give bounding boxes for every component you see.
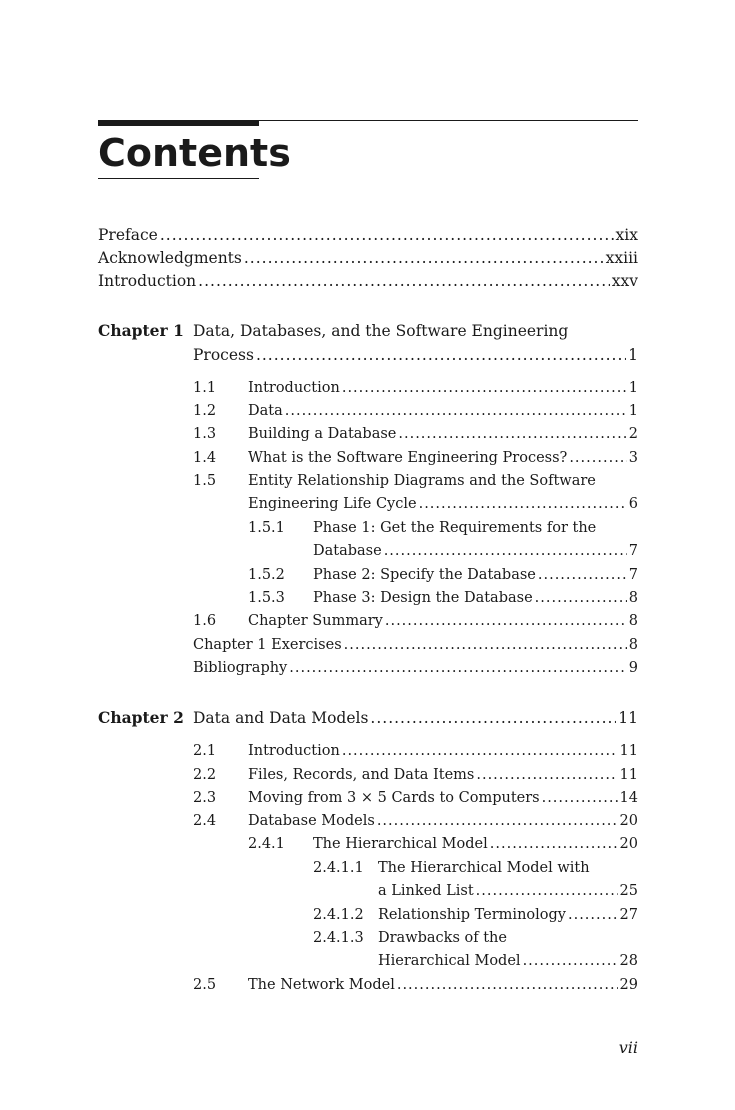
leader-dots — [397, 975, 618, 995]
toc-entry-page: 7 — [628, 567, 638, 583]
toc-entry-introduction[interactable] — [98, 271, 638, 291]
page-title: Contents — [98, 131, 291, 175]
section-number: 2.5 — [193, 977, 217, 993]
section-number: 1.6 — [193, 613, 217, 629]
toc-entry-bibliography[interactable] — [193, 658, 638, 678]
leader-dots — [490, 834, 618, 854]
toc-entry-title: Introduction — [248, 743, 340, 759]
toc-entry-section[interactable] — [248, 494, 638, 514]
section-number: 1.4 — [193, 450, 217, 466]
leader-dots — [419, 494, 627, 514]
leader-dots — [384, 541, 627, 561]
chapter-label: Chapter 2 — [98, 708, 184, 727]
toc-entry-title: Engineering Life Cycle — [248, 496, 417, 512]
header-rule-thick — [98, 120, 259, 126]
toc-entry-page: 11 — [618, 709, 638, 727]
leader-dots — [342, 741, 618, 761]
toc-entry-page: 25 — [619, 883, 638, 899]
toc-entry-page: 8 — [628, 613, 638, 629]
chapter-title-line[interactable]: Data, Databases, and the Software Engineering — [193, 322, 569, 340]
toc-entry-page: 6 — [628, 496, 638, 512]
section-number: 2.1 — [193, 743, 217, 759]
toc-entry-title: Acknowledgments — [98, 249, 242, 267]
toc-entry-title: Chapter Summary — [248, 613, 383, 629]
toc-entry-section[interactable] — [248, 448, 638, 468]
toc-entry-page: 8 — [628, 590, 638, 606]
toc-entry-section[interactable] — [248, 401, 638, 421]
leader-dots — [569, 448, 626, 468]
toc-entry-title: The Hierarchical Model — [313, 836, 488, 852]
section-number: 2.4 — [193, 813, 217, 829]
leader-dots — [476, 765, 617, 785]
leader-dots — [568, 905, 618, 925]
toc-entry-title: Hierarchical Model — [378, 953, 521, 969]
page-number: vii — [618, 1038, 638, 1057]
toc-entry-subsubsection[interactable] — [378, 905, 638, 925]
toc-entry-title: Chapter 1 Exercises — [193, 637, 342, 653]
subsubsection-number: 2.4.1.3 — [313, 930, 364, 946]
toc-entry-title: The Network Model — [248, 977, 395, 993]
toc-entry-chapter-1[interactable] — [193, 345, 638, 365]
leader-dots — [256, 345, 626, 365]
toc-entry-page: xix — [615, 226, 638, 244]
toc-entry-page: 27 — [619, 907, 638, 923]
subsection-number: 1.5.3 — [248, 590, 285, 606]
section-number: 2.2 — [193, 767, 217, 783]
section-number: 1.2 — [193, 403, 217, 419]
subsubsection-number: 2.4.1.2 — [313, 907, 364, 923]
leader-dots — [344, 635, 627, 655]
toc-entry-title: Phase 3: Design the Database — [313, 590, 533, 606]
leader-dots — [370, 708, 616, 728]
toc-entry-subsection[interactable] — [313, 541, 638, 561]
subsection-number: 1.5.2 — [248, 567, 285, 583]
subsubsection-title-line[interactable]: Drawbacks of the — [378, 930, 507, 946]
toc-entry-section[interactable] — [248, 741, 638, 761]
toc-entry-subsubsection[interactable] — [378, 951, 638, 971]
toc-entry-page: 7 — [628, 543, 638, 559]
toc-entry-title: What is the Software Engineering Process? — [248, 450, 568, 466]
leader-dots — [244, 248, 604, 268]
toc-entry-subsection[interactable] — [313, 588, 638, 608]
section-number: 1.5 — [193, 473, 217, 489]
chapter-label: Chapter 1 — [98, 321, 184, 340]
section-number: 1.1 — [193, 380, 217, 396]
toc-entry-title: a Linked List — [378, 883, 474, 899]
toc-entry-title: Preface — [98, 226, 158, 244]
leader-dots — [198, 271, 610, 291]
leader-dots — [285, 401, 627, 421]
toc-entry-page: 29 — [619, 977, 638, 993]
toc-entry-section[interactable] — [248, 811, 638, 831]
toc-entry-section[interactable] — [248, 378, 638, 398]
toc-entry-page: 1 — [628, 380, 638, 396]
toc-entry-preface[interactable] — [98, 225, 638, 245]
leader-dots — [538, 565, 627, 585]
toc-entry-subsection[interactable] — [313, 565, 638, 585]
leader-dots — [476, 881, 618, 901]
leader-dots — [160, 225, 614, 245]
toc-entry-page: 14 — [619, 790, 638, 806]
subsection-title-line[interactable]: Phase 1: Get the Requirements for the — [313, 520, 597, 536]
toc-entry-page: 11 — [619, 767, 638, 783]
toc-entry-subsubsection[interactable] — [378, 881, 638, 901]
toc-entry-title: Relationship Terminology — [378, 907, 566, 923]
toc-entry-page: 3 — [628, 450, 638, 466]
toc-entry-title: Data — [248, 403, 283, 419]
subsection-number: 1.5.1 — [248, 520, 285, 536]
section-number: 1.3 — [193, 426, 217, 442]
toc-entry-page: 28 — [619, 953, 638, 969]
toc-entry-title: Phase 2: Specify the Database — [313, 567, 536, 583]
toc-entry-title: Database Models — [248, 813, 375, 829]
toc-entry-section[interactable] — [248, 424, 638, 444]
toc-entry-title: Process — [193, 346, 254, 364]
toc-entry-section[interactable] — [248, 975, 638, 995]
toc-entry-page: xxiii — [605, 249, 638, 267]
toc-entry-section[interactable] — [248, 788, 638, 808]
subsection-number: 2.4.1 — [248, 836, 285, 852]
toc-entry-title: Bibliography — [193, 660, 288, 676]
subsubsection-title-line[interactable]: The Hierarchical Model with — [378, 860, 590, 876]
toc-entry-page: 9 — [628, 660, 638, 676]
leader-dots — [289, 658, 627, 678]
leader-dots — [398, 424, 626, 444]
toc-entry-title: Files, Records, and Data Items — [248, 767, 475, 783]
section-title-line[interactable]: Entity Relationship Diagrams and the Software — [248, 473, 596, 489]
toc-entry-page: 8 — [628, 637, 638, 653]
toc-entry-title: Moving from 3 × 5 Cards to Computers — [248, 790, 540, 806]
toc-entry-page: 20 — [619, 813, 638, 829]
toc-entry-page: xxv — [611, 272, 638, 290]
leader-dots — [523, 951, 618, 971]
toc-entry-chapter-2[interactable] — [193, 708, 638, 728]
toc-entry-title: Building a Database — [248, 426, 397, 442]
leader-dots — [342, 378, 627, 398]
toc-entry-section[interactable] — [248, 611, 638, 631]
toc-entry-page: 2 — [628, 426, 638, 442]
title-underline — [98, 178, 259, 179]
toc-entry-subsection[interactable] — [313, 834, 638, 854]
leader-dots — [542, 788, 618, 808]
leader-dots — [535, 588, 627, 608]
toc-entry-exercises[interactable] — [193, 635, 638, 655]
toc-entry-title: Introduction — [98, 272, 197, 290]
toc-entry-page: 1 — [628, 346, 638, 364]
toc-entry-title: Introduction — [248, 380, 340, 396]
leader-dots — [385, 611, 627, 631]
subsubsection-number: 2.4.1.1 — [313, 860, 364, 876]
toc-entry-title: Data and Data Models — [193, 709, 369, 727]
toc-entry-acknowledgments[interactable] — [98, 248, 638, 268]
toc-entry-section[interactable] — [248, 765, 638, 785]
toc-entry-page: 11 — [619, 743, 638, 759]
toc-entry-page: 1 — [628, 403, 638, 419]
leader-dots — [377, 811, 618, 831]
section-number: 2.3 — [193, 790, 217, 806]
toc-entry-page: 20 — [619, 836, 638, 852]
toc-entry-title: Database — [313, 543, 382, 559]
